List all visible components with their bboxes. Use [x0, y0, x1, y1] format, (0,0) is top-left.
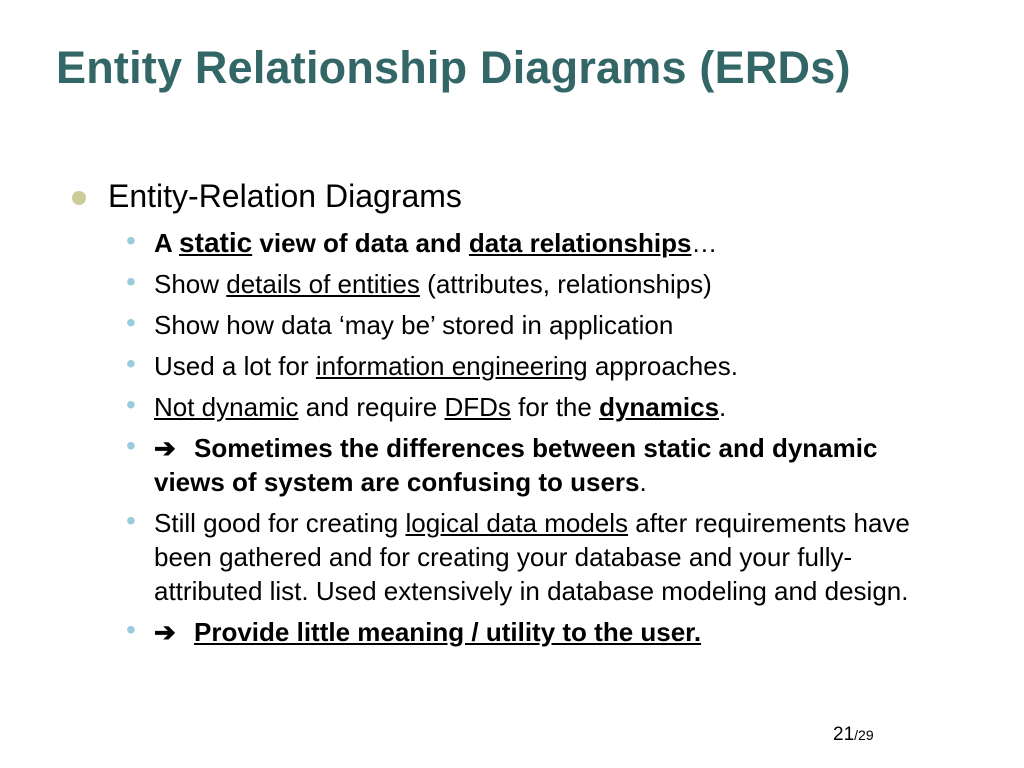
- b6-end: .: [639, 467, 647, 497]
- page-indicator: [833, 724, 874, 746]
- sub-bullet-icon: •: [126, 505, 136, 536]
- level1-item: [72, 176, 462, 216]
- sub-bullet-1: [126, 226, 926, 260]
- b3-text: Show how data ‘may be’ stored in application: [154, 310, 674, 340]
- b8-bold: Provide little meaning / utility to the user.: [194, 617, 702, 647]
- page-number: 21: [833, 724, 855, 745]
- slide-title: Entity Relationship Diagrams (ERDs): [56, 42, 851, 93]
- b5-mid: and require: [298, 392, 445, 422]
- sub-bullet-icon: •: [126, 225, 136, 256]
- sub-bullet-icon: •: [126, 348, 136, 379]
- sub-bullet-5: [126, 390, 926, 424]
- b2-link: details of entities: [226, 269, 420, 299]
- b2-pre: Show: [154, 269, 227, 299]
- b1-rel: data relationships: [468, 228, 692, 258]
- b6-bold: Sometimes the differences between static and dynamic views of system are confusing to users: [154, 433, 878, 497]
- arrow-right-icon: ➔: [154, 433, 176, 463]
- page-total: /29: [854, 727, 874, 743]
- sub-bullet-2: [126, 267, 926, 301]
- sub-bullet-7: [126, 506, 926, 608]
- level1-bullet-icon: [72, 191, 86, 205]
- b5-link2: DFDs: [444, 392, 511, 422]
- b1-end: …: [691, 228, 718, 258]
- b5-mid2: for the: [510, 392, 600, 422]
- b5-end: .: [719, 392, 727, 422]
- sub-bullet-4: [126, 349, 926, 383]
- b2-post: (attributes, relationships): [419, 269, 712, 299]
- b5-link1: Not dynamic: [154, 392, 299, 422]
- sub-bullet-icon: •: [126, 307, 136, 338]
- b4-link: information engineering: [315, 351, 588, 381]
- sub-bullet-icon: •: [126, 614, 136, 645]
- b4-pre: Used a lot for: [154, 351, 316, 381]
- b5-bold: dynamics: [599, 392, 720, 422]
- sub-bullet-6: [126, 431, 926, 499]
- sub-bullet-8: [126, 615, 926, 649]
- sub-bullet-3: [126, 308, 926, 342]
- sub-bullet-icon: •: [126, 430, 136, 461]
- b7-link: logical data models: [405, 508, 629, 538]
- b1-mid: view of data and: [252, 228, 469, 258]
- b7-post: after requirements have been gathered and for creating your database and your fully-attributed list. Used extensively in database modeling and design.: [154, 508, 910, 606]
- sub-bullet-list: [126, 226, 926, 656]
- b4-post: approaches.: [587, 351, 738, 381]
- level1-text: Entity-Relation Diagrams: [108, 178, 462, 214]
- arrow-right-icon: ➔: [154, 617, 176, 647]
- b1-a: A: [154, 228, 180, 258]
- sub-bullet-icon: •: [126, 389, 136, 420]
- sub-bullet-icon: •: [126, 266, 136, 297]
- b7-pre: Still good for creating: [154, 508, 406, 538]
- b1-static: static: [179, 227, 253, 258]
